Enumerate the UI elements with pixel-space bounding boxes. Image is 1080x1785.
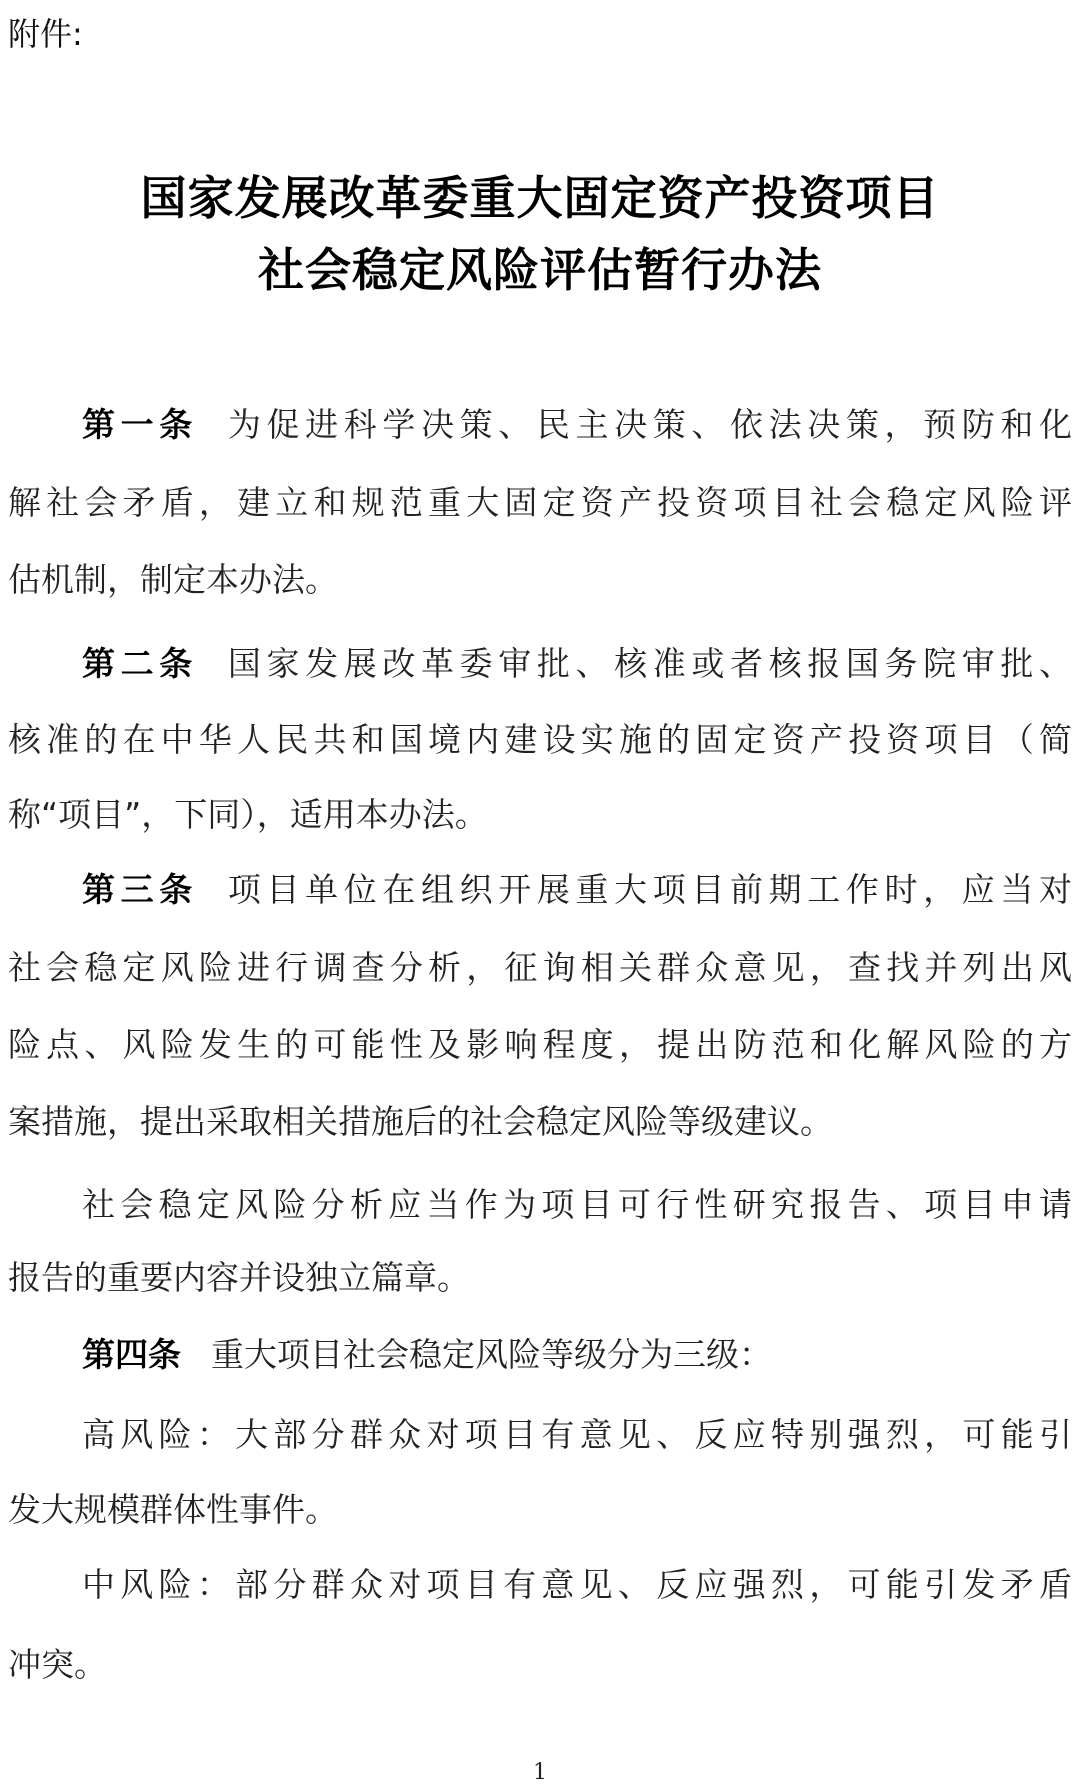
article-3-line-1: 第三条 项目单位在组织开展重大项目前期工作时，应当对 bbox=[82, 870, 1072, 909]
document-title-line-2: 社会稳定风险评估暂行办法 bbox=[258, 243, 822, 297]
article-3-line-2: 社会稳定风险进行调查分析，征询相关群众意见，查找并列出风 bbox=[8, 948, 1072, 987]
article-4-line-1: 第四条 重大项目社会稳定风险等级分为三级： bbox=[82, 1335, 772, 1374]
article-3-line-3: 险点、风险发生的可能性及影响程度，提出防范和化解风险的方 bbox=[8, 1025, 1072, 1064]
article-1-line-1: 第一条 为促进科学决策、民主决策、依法决策，预防和化 bbox=[82, 405, 1072, 444]
article-1-label: 第一条 bbox=[82, 405, 198, 444]
medium-risk-line-2: 冲突。 bbox=[8, 1645, 107, 1684]
article-3-label: 第三条 bbox=[82, 870, 198, 909]
attachment-label: 附件: bbox=[8, 15, 83, 53]
high-risk-line-2: 发大规模群体性事件。 bbox=[8, 1490, 338, 1529]
article-1-line-3: 估机制，制定本办法。 bbox=[8, 560, 338, 599]
article-4-label: 第四条 bbox=[82, 1335, 181, 1374]
medium-risk-line-1: 中风险：部分群众对项目有意见、反应强烈，可能引发矛盾 bbox=[82, 1565, 1072, 1604]
article-2-line-1: 第二条 国家发展改革委审批、核准或者核报国务院审批、 bbox=[82, 644, 1072, 683]
high-risk-line-1: 高风险：大部分群众对项目有意见、反应特别强烈，可能引 bbox=[82, 1415, 1072, 1454]
article-2-label: 第二条 bbox=[82, 644, 198, 683]
article-3-line-4: 案措施，提出采取相关措施后的社会稳定风险等级建议。 bbox=[8, 1102, 833, 1141]
article-3-para-2-line-1: 社会稳定风险分析应当作为项目可行性研究报告、项目申请 bbox=[82, 1185, 1072, 1224]
article-1-line-2: 解社会矛盾，建立和规范重大固定资产投资项目社会稳定风险评 bbox=[8, 483, 1072, 522]
document-title-line-1: 国家发展改革委重大固定资产投资项目 bbox=[140, 171, 940, 225]
page-number: 1 bbox=[533, 1760, 547, 1785]
article-2-line-3: 称“项目”，下同），适用本办法。 bbox=[8, 795, 488, 834]
article-2-line-2: 核准的在中华人民共和国境内建设实施的固定资产投资项目（简 bbox=[8, 720, 1072, 759]
article-3-para-2-line-2: 报告的重要内容并设独立篇章。 bbox=[8, 1258, 470, 1297]
